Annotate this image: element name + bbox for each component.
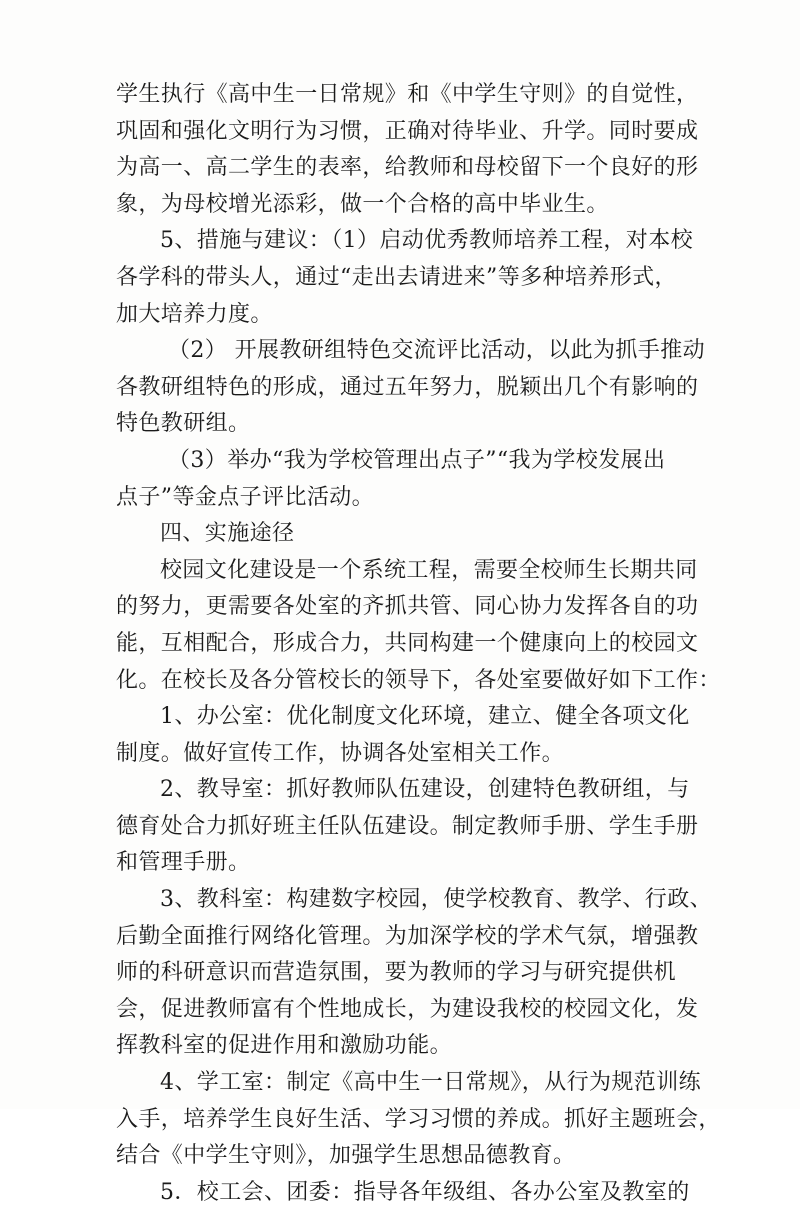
text-line: 校园文化建设是一个系统工程，需要全校师生长期共同: [160, 557, 698, 583]
text-line: 为高一、高二学生的表率，给教师和母校留下一个良好的形: [116, 155, 699, 181]
text-line: 德育处合力抓好班主任队伍建设。制定教师手册、学生手册: [116, 813, 699, 839]
document-body: [116, 82, 721, 1216]
text-line: （3）举办“我为学校管理出点子”“我为学校发展出: [168, 447, 666, 473]
text-line: 各教研组特色的形成，通过五年努力，脱颖出几个有影响的: [116, 374, 699, 400]
text-line: 挥教科室的促进作用和激励功能。: [116, 1033, 453, 1059]
text-line: 3、教科室：构建数字校园，使学校教育、教学、行政、: [160, 887, 712, 913]
text-line: 学生执行《高中生一日常规》和《中学生守则》的自觉性，: [116, 82, 699, 107]
text-line: 入手，培养学生良好生活、学习习惯的养成。抓好主题班会，: [116, 1106, 721, 1132]
text-line: 四、实施途径: [160, 521, 295, 547]
text-line: 特色教研组。: [116, 411, 251, 437]
text-line: 4、学工室：制定《高中生一日常规》，从行为规范训练: [160, 1070, 701, 1096]
text-line: 化。在校长及各分管校长的领导下，各处室要做好如下工作：: [116, 667, 721, 693]
text-line: 结合《中学生守则》，加强学生思想品德教育。: [116, 1143, 576, 1169]
text-line: 点子”等金点子评比活动。: [116, 484, 375, 510]
text-line: 会，促进教师富有个性地成长，为建设我校的校园文化，发: [116, 996, 699, 1022]
text-line: 师的科研意识而营造氛围，要为教师的学习与研究提供机: [116, 960, 677, 986]
text-line: 巩固和强化文明行为习惯，正确对待毕业、升学。同时要成: [116, 118, 699, 144]
text-line: 各学科的带头人，通过“走出去请进来”等多种培养形式，: [116, 264, 677, 290]
text-line: 加大培养力度。: [116, 301, 273, 327]
text-line: 制度。做好宣传工作，协调各处室相关工作。: [116, 740, 565, 766]
text-line: 和管理手册。: [116, 850, 251, 876]
text-line: 后勤全面推行网络化管理。为加深学校的学术气氛，增强教: [116, 923, 699, 949]
text-line: 2、教导室：抓好教师队伍建设，创建特色教研组，与: [160, 777, 690, 803]
text-line: （2） 开展教研组特色交流评比活动，以此为抓手推动: [168, 338, 705, 364]
text-line: 5、措施与建议：（1）启动优秀教师培养工程，对本校: [160, 228, 693, 254]
text-line: 能，互相配合，形成合力，共同构建一个健康向上的校园文: [116, 630, 699, 656]
text-line: 1、办公室：优化制度文化环境，建立、健全各项文化: [160, 704, 690, 730]
text-line: 象，为母校增光添彩，做一个合格的高中毕业生。: [116, 191, 609, 217]
text-line: 5．校工会、团委：指导各年级组、各办公室及教室的: [160, 1179, 690, 1205]
text-line: 的努力，更需要各处室的齐抓共管、同心协力发挥各自的功: [116, 594, 699, 620]
